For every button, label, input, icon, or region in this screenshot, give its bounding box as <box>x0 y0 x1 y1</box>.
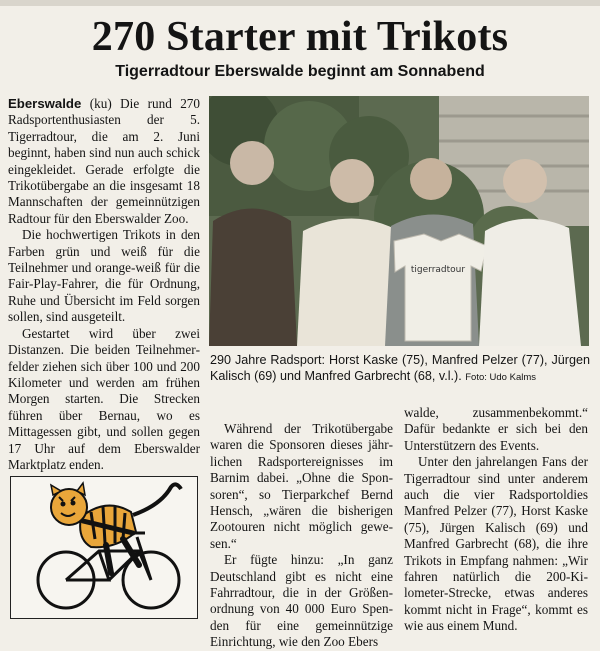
paragraph: walde, zusammenbekommt.“ Dafür bedankte er sich bei den Unterstützern des Events. <box>404 405 588 453</box>
caption-text: 290 Jahre Radsport: Horst Kaske (75), Manfred Pelzer (77), Jürgen Kalisch (69) und Manfred Garbrecht (68, v.l.). <box>210 353 590 383</box>
article-headline: 270 Starter mit Trikots <box>91 14 509 60</box>
paragraph-text: (ku) Die rund 270 Radsportenthusiasten der 5. Tigerradtour, die am 2. Juni beginnt, haben sind nun auch schick eingekleidet. Gerade erfolgte die Trikotübergabe an die insgesamt 18 Mannschaften der gemeinnützigen Radtour für den Eberswalder Zoo. <box>8 96 200 226</box>
paragraph <box>8 96 200 227</box>
tiger-on-bicycle-icon <box>11 477 197 618</box>
paragraph: Die hochwertigen Trikots in den Farben grün und weiß für die Teilnehmer und orange-weiß für die Fair-Play-Fahrer, die für Ordnung, Ruhe und Übersicht im Feld sorgen sollen, sind ausgeteilt. <box>8 227 200 325</box>
dateline: Eberswalde <box>8 96 82 111</box>
article-column-left <box>8 96 200 473</box>
paragraph: Während der Trikotübergabe waren die Sponsoren dieses jährlichen Radsportereignisses im Barnim dabei. „Ohne die Sponsoren“, so Tierparkchef Bernd Hensch, „wären die bisherigen Zootouren nicht möglich gewesen.“ <box>210 421 393 551</box>
shirt-print: tigerradtour <box>410 265 466 275</box>
photo-credit: Foto: Udo Kalms <box>465 372 536 383</box>
photo-four-cyclists <box>209 96 589 346</box>
photo-caption <box>210 352 590 386</box>
article-column-middle <box>210 421 393 651</box>
tiger-cyclist-illustration <box>10 476 198 619</box>
paragraph: Gestartet wird über zwei Distanzen. Die beiden Teilnehmerfelder ziehen sich über 100 und 200 Kilometer und werden am frühen Morgen starten. Die Strecken führen über Bernau, wo es Mittagessen gibt, und sollen gegen 17 Uhr auf dem Eberswalder Marktplatz enden. <box>8 325 200 472</box>
article-column-right <box>404 405 588 635</box>
paragraph: Er fügte hinzu: „In ganz Deutschland gibt es nicht eine Fahrradtour, die in der Größenordnung von 40 000 Euro Spenden für eine gemeinnützige Einrichtung, wie den Zoo Ebers <box>210 552 393 650</box>
article-subheadline: Tigerradtour Eberswalde beginnt am Sonnabend <box>115 63 485 80</box>
article-photo <box>209 96 589 346</box>
paragraph: Unter den jahrelangen Fans der Tigerradtour sind unter anderem auch die vier Radsportoldies Manfred Pelzer (77), Horst Kaske (75), Jürgen Kalisch (69) und Manfred Garbrecht (68), die ihre Trikots in Empfang nahmen: „Wir fahren natürlich die 200-Kilometer-Strecke, etwas anderes kommt nicht in Frage“, kommt es wie aus einem Mund. <box>404 454 588 634</box>
page-top-edge <box>0 0 600 6</box>
